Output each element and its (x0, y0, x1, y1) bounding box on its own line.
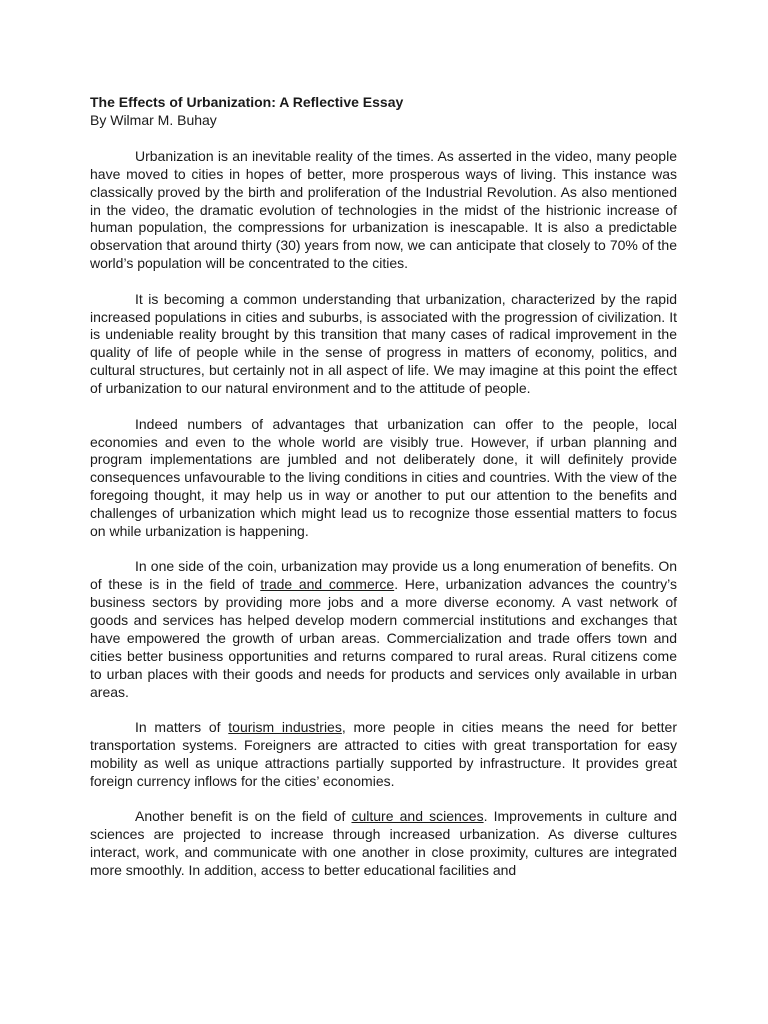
paragraph-6-text-b: . Improvements in culture and sciences are projected to increase through increased urbanization. As diverse cultures interact, work, and communicate with one another in close proximity, cultures are integrated more smoothly. In addition, access to better educational facilities and (90, 808, 677, 879)
paragraph-5 (90, 719, 677, 791)
paragraph-1: Urbanization is an inevitable reality of the times. As asserted in the video, many people have moved to cities in hopes of better, more prosperous ways of living. This instance was classically proved by the birth and proliferation of the Industrial Revolution. As also mentioned in the video, the dramatic evolution of technologies in the midst of the histrionic increase of human population, the compressions for urbanization is inescapable. It is also a predictable observation that around thirty (30) years from now, we can anticipate that closely to 70% of the world’s population will be concentrated to the cities. (90, 147, 677, 272)
underlined-trade-and-commerce: trade and commerce (260, 576, 395, 593)
underlined-culture-and-sciences: culture and sciences (351, 808, 484, 825)
essay-title: The Effects of Urbanization: A Reflective Essay (90, 94, 404, 110)
paragraph-5-text-a: In matters of (135, 719, 229, 736)
paragraph-2: It is becoming a common understanding that urbanization, characterized by the rapid increased populations in cities and suburbs, is associated with the progression of civilization. It is undeniable reality brought by this transition that many cases of radical improvement in the quality of life of people while in the sense of progress in matters of economy, politics, and cultural structures, but certainly not in all aspect of life. We may imagine at this point the effect of urbanization to our natural environment and to the attitude of people. (90, 290, 677, 397)
paragraph-5-text-b: , more people in cities means the need for better transportation systems. Foreigners are attracted to cities with great transportation for easy mobility as well as unique attractions partially supported by infrastructure. It provides great foreign currency inflows for the cities’ economies. (90, 719, 677, 789)
paragraph-6 (90, 808, 677, 880)
essay-byline: By Wilmar M. Buhay (90, 111, 217, 128)
paragraph-4-text-b: . Here, urbanization advances the country’s business sectors by providing more jobs and a more diverse economy. A vast network of goods and services has helped develop modern commercial institutions and exchanges that have empowered the growth of urban areas. Commercialization and trade offers town and cities better business opportunities and returns compared to rural areas. Rural citizens come to urban places with their goods and needs for products and services only available in urban areas. (90, 576, 677, 700)
paragraph-6-text-a: Another benefit is on the field of (135, 808, 352, 825)
paragraph-4 (90, 558, 677, 701)
paragraph-4-text-a: In one side of the coin, urbanization may provide us a long enumeration of benefits. On of these is in the field of (90, 558, 677, 593)
essay-body (90, 94, 677, 897)
paragraph-3: Indeed numbers of advantages that urbanization can offer to the people, local economies and even to the whole world are visibly true. However, if urban planning and program implementations are jumbled and not deliberately done, it will definitely provide consequences unfavourable to the living conditions in cities and countries. With the view of the foregoing thought, it may help us in way or another to put our attention to the benefits and challenges of urbanization which might lead us to recognize those essential matters to focus on while urbanization is happening. (90, 415, 677, 540)
underlined-tourism-industries: tourism industries (228, 719, 342, 736)
